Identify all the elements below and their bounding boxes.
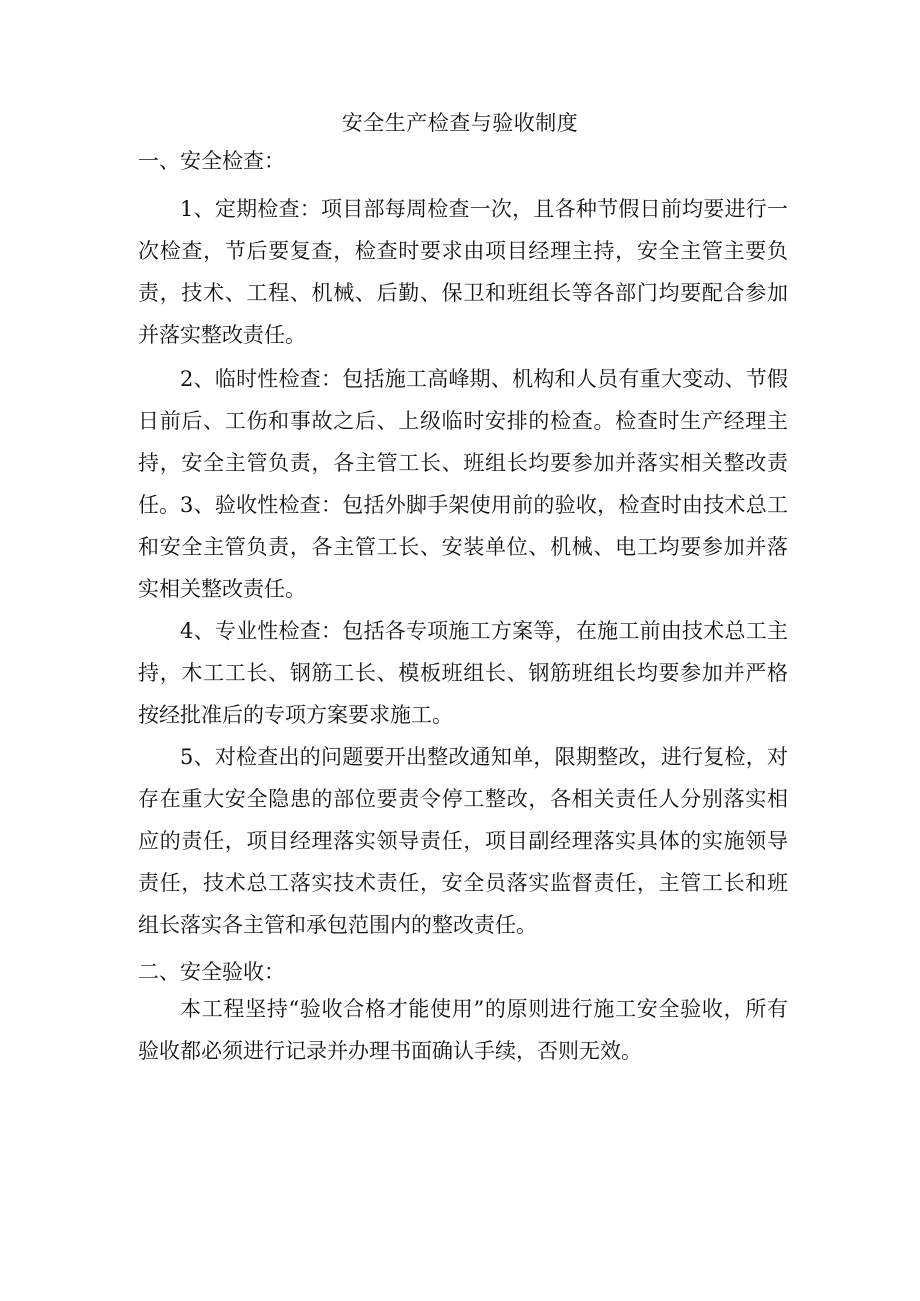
paragraph-acceptance-principle: 本工程坚持“验收合格才能使用”的原则进行施工安全验收，所有验收都必须进行记录并办理书面确认手续，否则无效。: [138, 997, 788, 1063]
document-title: 安全生产检查与验收制度: [341, 111, 579, 135]
paragraph-specialized-inspection: 4、专业性检查：包括各专项施工方案等，在施工前由技术总工主持，木工工长、钢筋工长、模板班组长、钢筋班组长均要参加并严格按经批准后的专项方案要求施工。: [138, 619, 788, 727]
paragraph-regular-inspection: 1、定期检查：项目部每周检查一次，且各种节假日前均要进行一次检查，节后要复查，检查时要求由项目经理主持，安全主管主要负责，技术、工程、机械、后勤、保卫和班组长等各部门均要配合参加并落实整改责任。: [138, 197, 788, 347]
paragraph-temporary-inspection: 2、临时性检查：包括施工高峰期、机构和人员有重大变动、节假日前后、工伤和事故之后、上级临时安排的检查。检查时生产经理主持，安全主管负责，各主管工长、班组长均要参加并落实相关整改责任。: [138, 367, 788, 517]
paragraph-rectification: 5、对检查出的问题要开出整改通知单，限期整改，进行复检，对存在重大安全隐患的部位要责令停工整改，各相关责任人分别落实相应的责任，项目经理落实领导责任，项目副经理落实具体的实施领导责任，技术总工落实技术责任，安全员落实监督责任，主管工长和班组长落实各主管和承包范围内的整改责任。: [138, 745, 788, 937]
section-heading-safety-inspection: 一、安全检查：: [138, 149, 285, 173]
section-heading-safety-acceptance: 二、安全验收：: [138, 960, 285, 984]
paragraph-acceptance-inspection: 3、验收性检查：包括外脚手架使用前的验收，检查时由技术总工和安全主管负责，各主管工长、安装单位、机械、电工均要参加并落实相关整改责任。: [138, 493, 788, 601]
